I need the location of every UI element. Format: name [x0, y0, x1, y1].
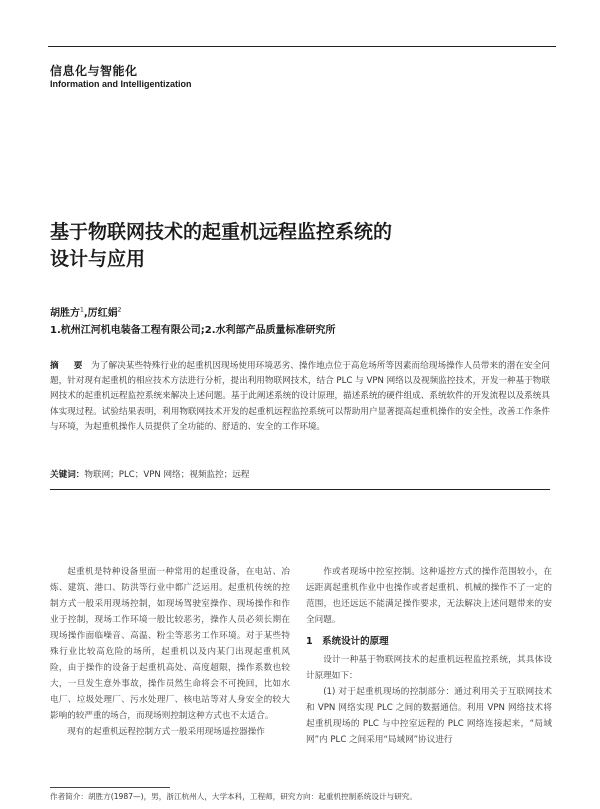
author-2-mark: 2 — [117, 306, 122, 314]
section-title-en: Information and Intelligentization — [50, 79, 192, 89]
authors: 胡胜方$^1$,厉红娟$^2$ — [50, 306, 122, 319]
body-paragraph: 设计一种基于物联网技术的起重机远程监控系统，其具体设计原理如下： — [306, 655, 552, 681]
section-heading: 1 系统设计的原理 — [306, 636, 389, 647]
keywords-label: 关键词： — [50, 470, 85, 480]
title-line-1: 基于物联网技术的起重机远程监控系统的 — [50, 221, 393, 243]
author-1: 胡胜方 — [50, 308, 80, 319]
body-paragraph: 作或者现场中控室控制。这种遥控方式的操作范围较小，在远距离起重机作业中也操作或者起重机、机械的操作不了一定的范围，也还远远不能满足操作要求，无法解决上述问题带来的安全问题。 — [306, 567, 552, 625]
body-paragraph: 现有的起重机远程控制方式一般采用现场遥控器操作 — [67, 727, 265, 737]
keywords-text: 物联网；PLC；VPN 网络；视频监控；远程 — [84, 470, 250, 480]
body-column-left — [50, 564, 290, 740]
footnote-rule — [50, 787, 170, 788]
author-1-mark: 1 — [80, 306, 84, 314]
author-footnote: 作者简介：胡胜方(1987—)，男，浙江杭州人，大学本科，工程师，研究方向：起重机控制系统设计与研究。 — [50, 792, 417, 801]
body-column-right — [306, 564, 552, 748]
section-title-cn: 信息化与智能化 — [50, 64, 138, 78]
abstract — [50, 359, 550, 435]
header-rule — [48, 46, 556, 47]
keywords — [50, 468, 250, 480]
body-paragraph: 起重机是特种设备里面一种常用的起重设备，在电站、冶炼、建筑、港口、防洪等行业中都广泛运用。起重机传统的控制方式一般采用现场控制，如现场驾驶室操作、现场操作和作业于控制，现场工作环境一般比较恶劣，操作人员必须长期在现场操作面临噪音、高温、粉尘等恶劣工作环境。对于某些特殊行业比较高危险的场所，起重机以及内某门出现起重机风险，由于操作的设备于起重机高处、高度超限，操作系数也较大，一旦发生意外事故，操作员然生命将会不可挽回，比如水电厂、垃圾处理厂、污水处理厂、核电站等对人身安全的较大影响的较严重的场合，而现场则控制这种方式也不太适合。 — [50, 567, 290, 721]
abstract-label: 摘 要 — [50, 361, 89, 371]
abstract-text: 为了解决某些特殊行业的起重机因现场使用环境恶劣、操作地点位于高危场所等因素而给现场操作人员带来的潜在安全问题，针对现有起重机的相应技术方法进行分析，提出利用物联网技术，结合 PLC 与 VPN 网络以及视频监控技术，开发一种基于物联网技术的起重机远程监控系统来解决上述问题。基于此阐述系统的设计原理，描述系统的硬件组成、系统软件的开发流程以及系统具体实现过程。试验结果表明，利用物联网技术开发的起重机远程监控系统可以帮助用户显著提高起重机操作的安全性，改善工作条件与环境，为起重机操作人员提供了全功能的、舒适的、安全的工作环境。 — [50, 361, 550, 432]
affiliations: 1.杭州江河机电装备工程有限公司;2.水利部产品质量标准研究所 — [50, 325, 336, 336]
title-line-2: 设计与应用 — [50, 248, 146, 270]
body-paragraph: (1) 对于起重机现场的控制部分：通过利用关于互联网技术和 VPN 网络实现 PLC 之间的数据通信。利用 VPN 网络技术将起重机现场的 PLC 与中控室远程的 PLC 网络连接起来，“局域网”内 PLC 之间采用“局域网”协议进行 — [306, 687, 552, 745]
author-2: 厉红娟 — [87, 308, 118, 319]
abstract-divider — [50, 489, 550, 490]
article-title — [50, 219, 550, 273]
